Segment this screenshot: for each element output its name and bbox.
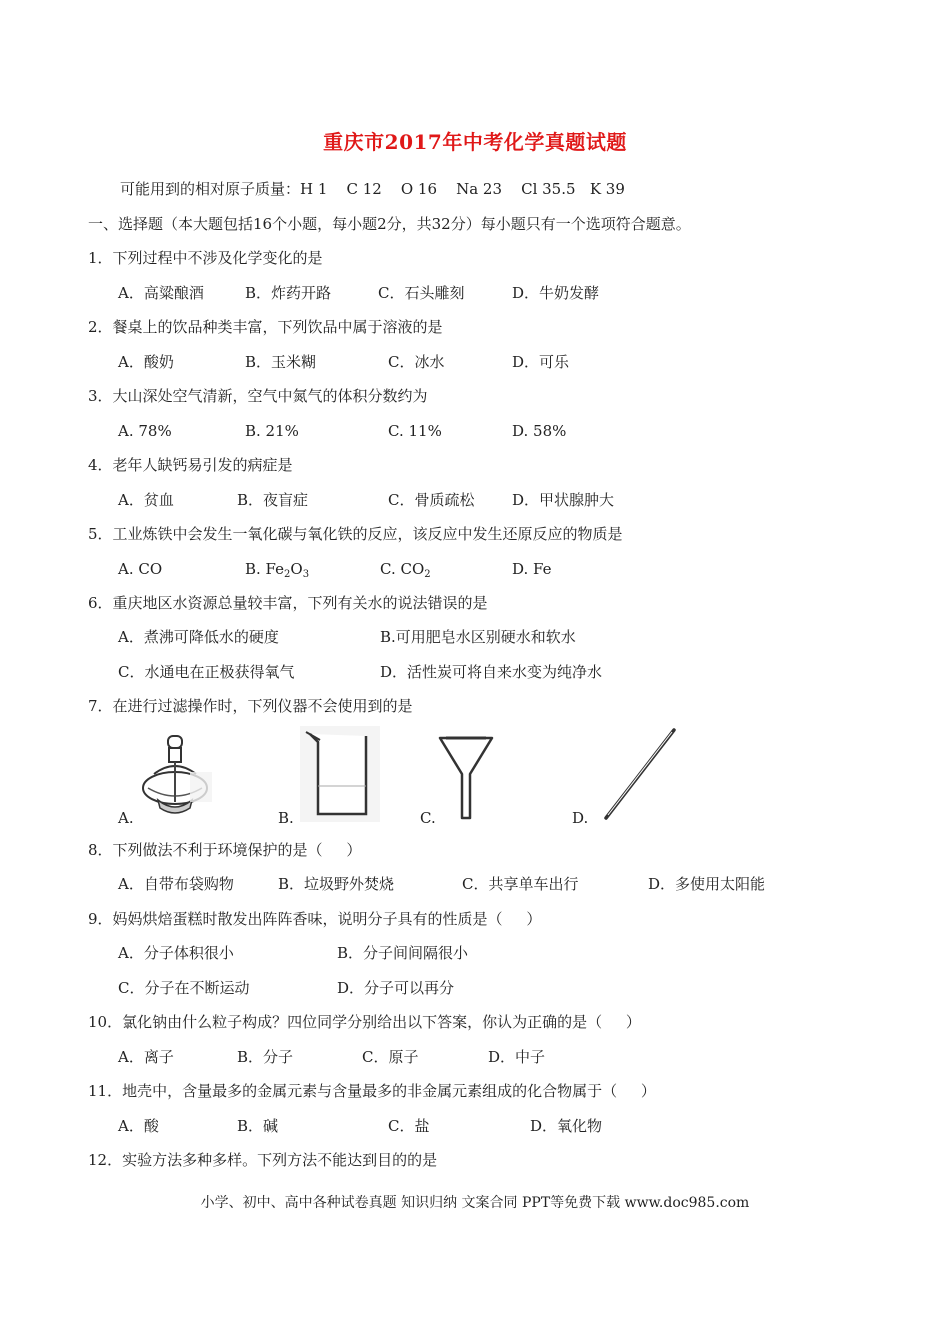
option-b: B．垃圾野外焚烧 [278, 875, 395, 893]
option-c: C．共享单车出行 [462, 875, 579, 893]
option-a: A．贫血 [118, 491, 174, 509]
option-d: D．多使用太阳能 [648, 875, 766, 893]
option-d: D．分子可以再分 [337, 979, 455, 997]
question-stem: 11．地壳中，含量最多的金属元素与含量最多的非金属元素组成的化合物属于（ ） [88, 1082, 656, 1100]
option-c: C．石头雕刻 [378, 284, 465, 302]
question-stem: 12．实验方法多种多样。下列方法不能达到目的的是 [88, 1151, 438, 1169]
funnel-icon [436, 730, 496, 822]
option-d: D．活性炭可将自来水变为纯净水 [380, 663, 603, 681]
footer-text: 小学、初中、高中各种试卷真题 知识归纳 文案合同 PPT等免费下载 www.doc985.com [200, 1195, 750, 1211]
option-a: A. [118, 809, 134, 827]
question-stem: 6．重庆地区水资源总量较丰富，下列有关水的说法错误的是 [88, 594, 488, 612]
option-b: B．炸药开路 [245, 284, 332, 302]
option-c: C．骨质疏松 [388, 491, 475, 509]
section-heading: 一、选择题（本大题包括16个小题，每小题2分，共32分）每小题只有一个选项符合题意。 [88, 215, 691, 233]
question-stem: 8．下列做法不利于环境保护的是（ ） [88, 841, 362, 859]
page-title: 重庆市2017年中考化学真题试题 [323, 130, 627, 154]
option-c: C. $CO_2$ [380, 560, 431, 580]
option-b: B．分子间间隔很小 [337, 944, 469, 962]
option-a: A. 78% [118, 422, 172, 440]
option-c: C．水通电在正极获得氧气 [118, 663, 295, 681]
option-c: C．分子在不断运动 [118, 979, 250, 997]
option-b: B. [278, 809, 294, 827]
option-c: C．冰水 [388, 353, 445, 371]
option-a: A. CO [118, 560, 163, 578]
option-a: A．分子体积很小 [118, 944, 234, 962]
option-c: C. 11% [388, 422, 442, 440]
option-d: D. Fe [512, 560, 552, 578]
option-a: A．煮沸可降低水的硬度 [118, 628, 279, 646]
option-d: D. 58% [512, 422, 567, 440]
option-a: A．酸 [118, 1117, 159, 1135]
beaker-icon [300, 726, 380, 822]
question-stem: 1．下列过程中不涉及化学变化的是 [88, 249, 323, 267]
option-d: D．氧化物 [530, 1117, 603, 1135]
option-b: B. $Fe_2O_3$ [245, 560, 310, 580]
glass-rod-icon [600, 726, 680, 822]
option-a: A．离子 [118, 1048, 174, 1066]
option-d: D．牛奶发酵 [512, 284, 600, 302]
option-d: D．中子 [488, 1048, 546, 1066]
option-c: C．盐 [388, 1117, 430, 1135]
option-b: B. 21% [245, 422, 299, 440]
question-stem: 9．妈妈烘焙蛋糕时散发出阵阵香味，说明分子具有的性质是（ ） [88, 910, 542, 928]
option-c: C．原子 [362, 1048, 419, 1066]
question-stem: 5．工业炼铁中会发生一氧化碳与氧化铁的反应，该反应中发生还原反应的物质是 [88, 525, 623, 543]
option-d: D．甲状腺肿大 [512, 491, 615, 509]
option-b: B．碱 [237, 1117, 279, 1135]
option-b: B.可用肥皂水区别硬水和软水 [380, 628, 576, 646]
question-stem: 7．在进行过滤操作时，下列仪器不会使用到的是 [88, 697, 413, 715]
question-stem: 3．大山深处空气清新，空气中氮气的体积分数约为 [88, 387, 428, 405]
option-d: D．可乐 [512, 353, 570, 371]
question-stem: 10．氯化钠由什么粒子构成？四位同学分别给出以下答案，你认为正确的是（ ） [88, 1013, 641, 1031]
option-a: A．自带布袋购物 [118, 875, 234, 893]
option-a: A．高粱酿酒 [118, 284, 204, 302]
question-stem: 2．餐桌上的饮品种类丰富，下列饮品中属于溶液的是 [88, 318, 443, 336]
option-b: B．夜盲症 [237, 491, 309, 509]
option-b: B．分子 [237, 1048, 294, 1066]
option-d: D. [572, 809, 589, 827]
atomic-mass-line: 可能用到的相对原子质量：H 1 C 12 O 16 Na 23 Cl 35.5 K 39 [120, 180, 625, 198]
option-c: C. [420, 809, 436, 827]
question-stem: 4．老年人缺钙易引发的病症是 [88, 456, 293, 474]
option-b: B．玉米糊 [245, 353, 317, 371]
alcohol-lamp-icon [140, 732, 222, 820]
option-a: A．酸奶 [118, 353, 174, 371]
